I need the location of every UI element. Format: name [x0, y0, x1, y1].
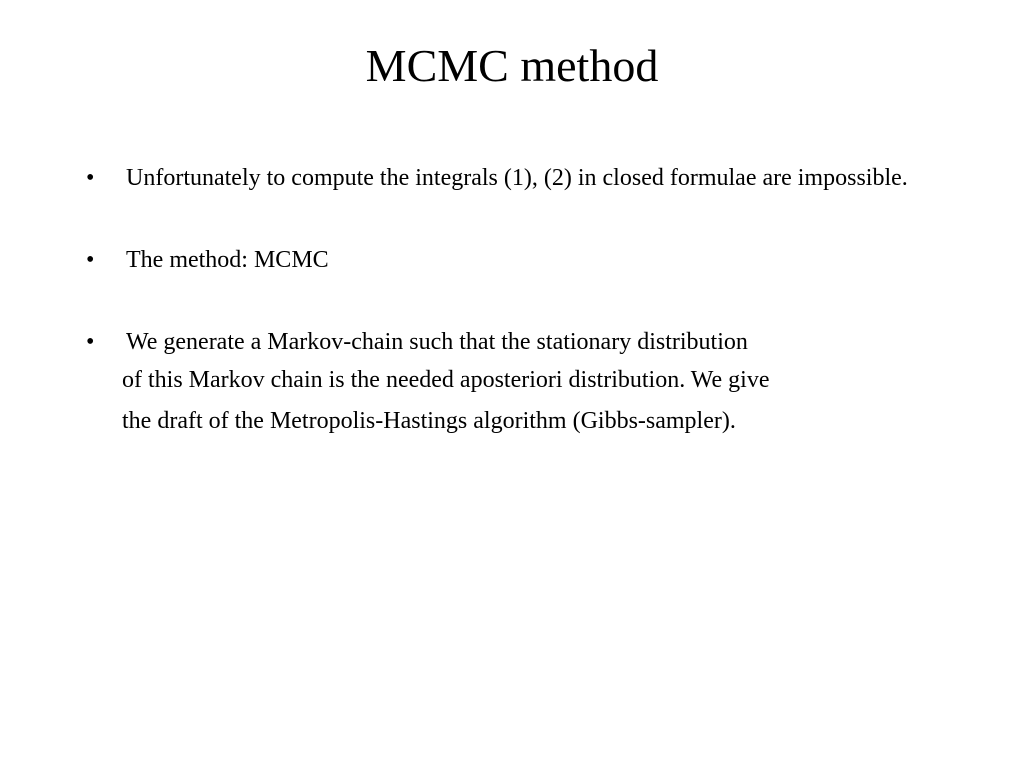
bullet-text: The method: MCMC	[126, 247, 329, 273]
bullet-text-line: We generate a Markov-chain such that the stationary distribution	[126, 329, 748, 355]
bullet-item-integrals	[86, 160, 946, 196]
bullet-list	[86, 160, 946, 442]
bullet-icon: •	[86, 165, 95, 191]
bullet-text	[122, 324, 946, 442]
bullet-icon: •	[86, 329, 95, 355]
bullet-text-line: the draft of the Metropolis-Hastings algorithm (Gibbs-sampler).	[122, 408, 736, 434]
slide-title: MCMC method	[365, 40, 659, 91]
bullet-text: Unfortunately to compute the integrals (1), (2) in closed formulae are impossible.	[126, 165, 908, 191]
bullet-item-method	[86, 242, 946, 278]
bullet-icon: •	[86, 247, 95, 273]
bullet-item-markov-chain	[86, 324, 946, 442]
bullet-text-line: of this Markov chain is the needed aposteriori distribution. We give	[122, 367, 770, 393]
